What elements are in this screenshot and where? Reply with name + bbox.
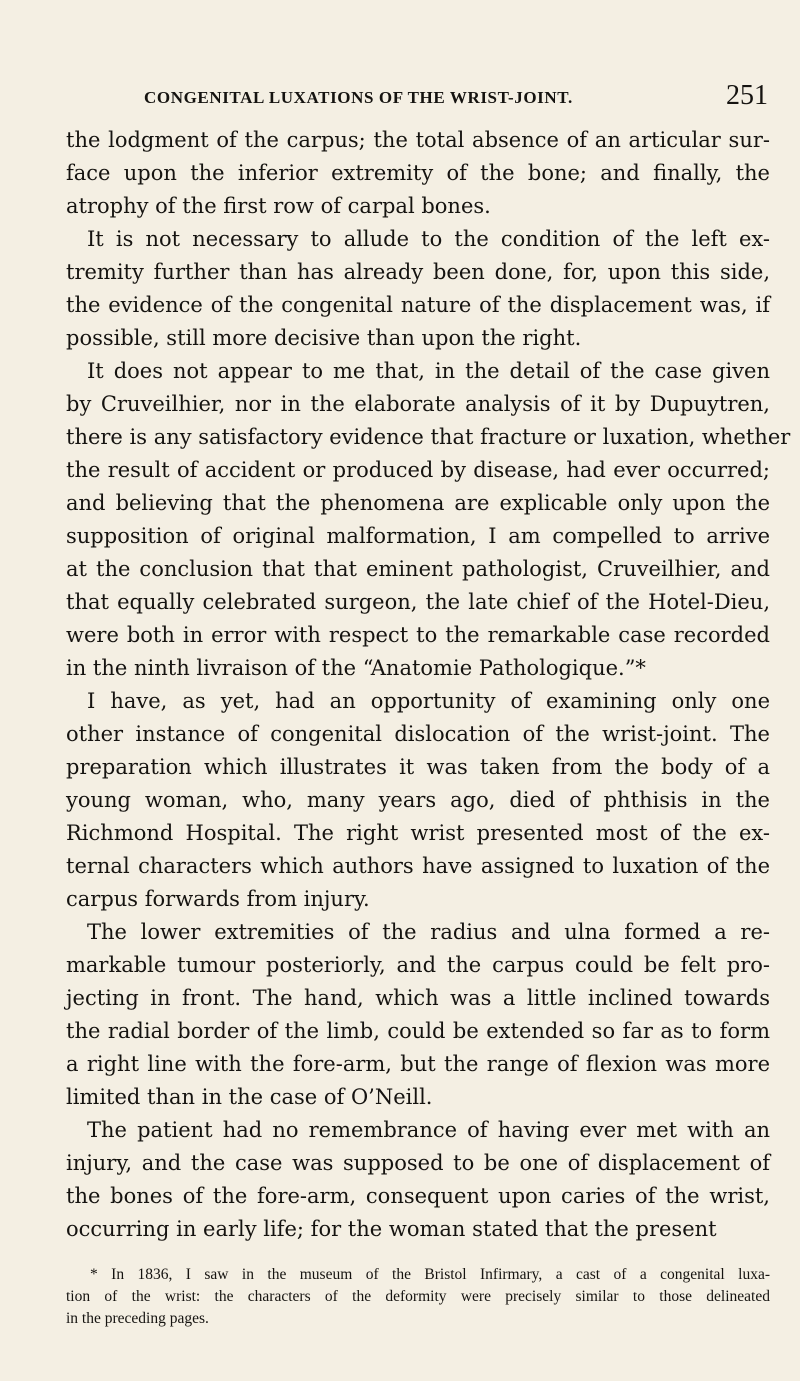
footnote-line: in the preceding pages. xyxy=(66,1310,209,1327)
body-text xyxy=(66,124,791,1246)
text-line: The patient had no remembrance of having ever met with an xyxy=(87,1118,770,1142)
text-line: jecting in front. The hand, which was a little inclined towards xyxy=(66,986,770,1010)
text-line: the evidence of the congenital nature of the displacement was, if xyxy=(66,293,770,317)
text-line: limited than in the case of O’Neill. xyxy=(66,1085,433,1109)
text-line: tremity further than has already been done, for, upon this side, xyxy=(66,260,770,284)
text-line: young woman, who, many years ago, died of phthisis in the xyxy=(66,788,770,812)
text-line: in the ninth livraison of the “Anatomie Pathologique.”* xyxy=(66,656,646,680)
text-line: that equally celebrated surgeon, the late chief of the Hotel-Dieu, xyxy=(66,590,770,614)
text-line: there is any satisfactory evidence that fracture or luxation, whether xyxy=(66,425,791,449)
text-line: at the conclusion that that eminent pathologist, Cruveilhier, and xyxy=(66,557,770,581)
footnote xyxy=(66,1264,770,1330)
footnote-line: * In 1836, I saw in the museum of the Bristol Infirmary, a cast of a congenital luxa- xyxy=(90,1266,770,1283)
text-line: It does not appear to me that, in the detail of the case given xyxy=(87,359,770,383)
text-line: the lodgment of the carpus; the total absence of an articular sur- xyxy=(66,128,770,152)
footnote-line: tion of the wrist: the characters of the deformity were precisely similar to those delineated xyxy=(66,1288,770,1305)
text-line: preparation which illustrates it was taken from the body of a xyxy=(66,755,770,779)
text-line: face upon the inferior extremity of the bone; and finally, the xyxy=(66,161,770,185)
text-line: I have, as yet, had an opportunity of examining only one xyxy=(87,689,770,713)
text-line: and believing that the phenomena are explicable only upon the xyxy=(66,491,770,515)
text-line: It is not necessary to allude to the condition of the left ex- xyxy=(87,227,770,251)
text-line: The lower extremities of the radius and ulna formed a re- xyxy=(87,920,770,944)
text-line: ternal characters which authors have assigned to luxation of the xyxy=(66,854,770,878)
text-line: occurring in early life; for the woman stated that the present xyxy=(66,1217,717,1241)
text-line: Richmond Hospital. The right wrist presented most of the ex- xyxy=(66,821,770,845)
text-line: possible, still more decisive than upon the right. xyxy=(66,326,582,350)
text-line: injury, and the case was supposed to be one of displacement of xyxy=(66,1151,770,1175)
text-line: by Cruveilhier, nor in the elaborate analysis of it by Dupuytren, xyxy=(66,392,770,416)
running-header xyxy=(62,80,768,116)
text-line: supposition of original malformation, I am compelled to arrive xyxy=(66,524,770,548)
text-line: a right line with the fore-arm, but the range of flexion was more xyxy=(66,1052,770,1076)
text-line: markable tumour posteriorly, and the carpus could be felt pro- xyxy=(66,953,770,977)
running-head-title: CONGENITAL LUXATIONS OF THE WRIST-JOINT. xyxy=(144,88,573,107)
text-line: were both in error with respect to the remarkable case recorded xyxy=(66,623,770,647)
text-line: the result of accident or produced by disease, had ever occurred; xyxy=(66,458,770,482)
page-number: 251 xyxy=(726,80,768,111)
text-line: carpus forwards from injury. xyxy=(66,887,370,911)
text-line: the bones of the fore-arm, consequent upon caries of the wrist, xyxy=(66,1184,770,1208)
text-line: other instance of congenital dislocation of the wrist-joint. The xyxy=(66,722,770,746)
text-line: the radial border of the limb, could be extended so far as to form xyxy=(66,1019,770,1043)
text-line: atrophy of the first row of carpal bones. xyxy=(66,194,491,218)
